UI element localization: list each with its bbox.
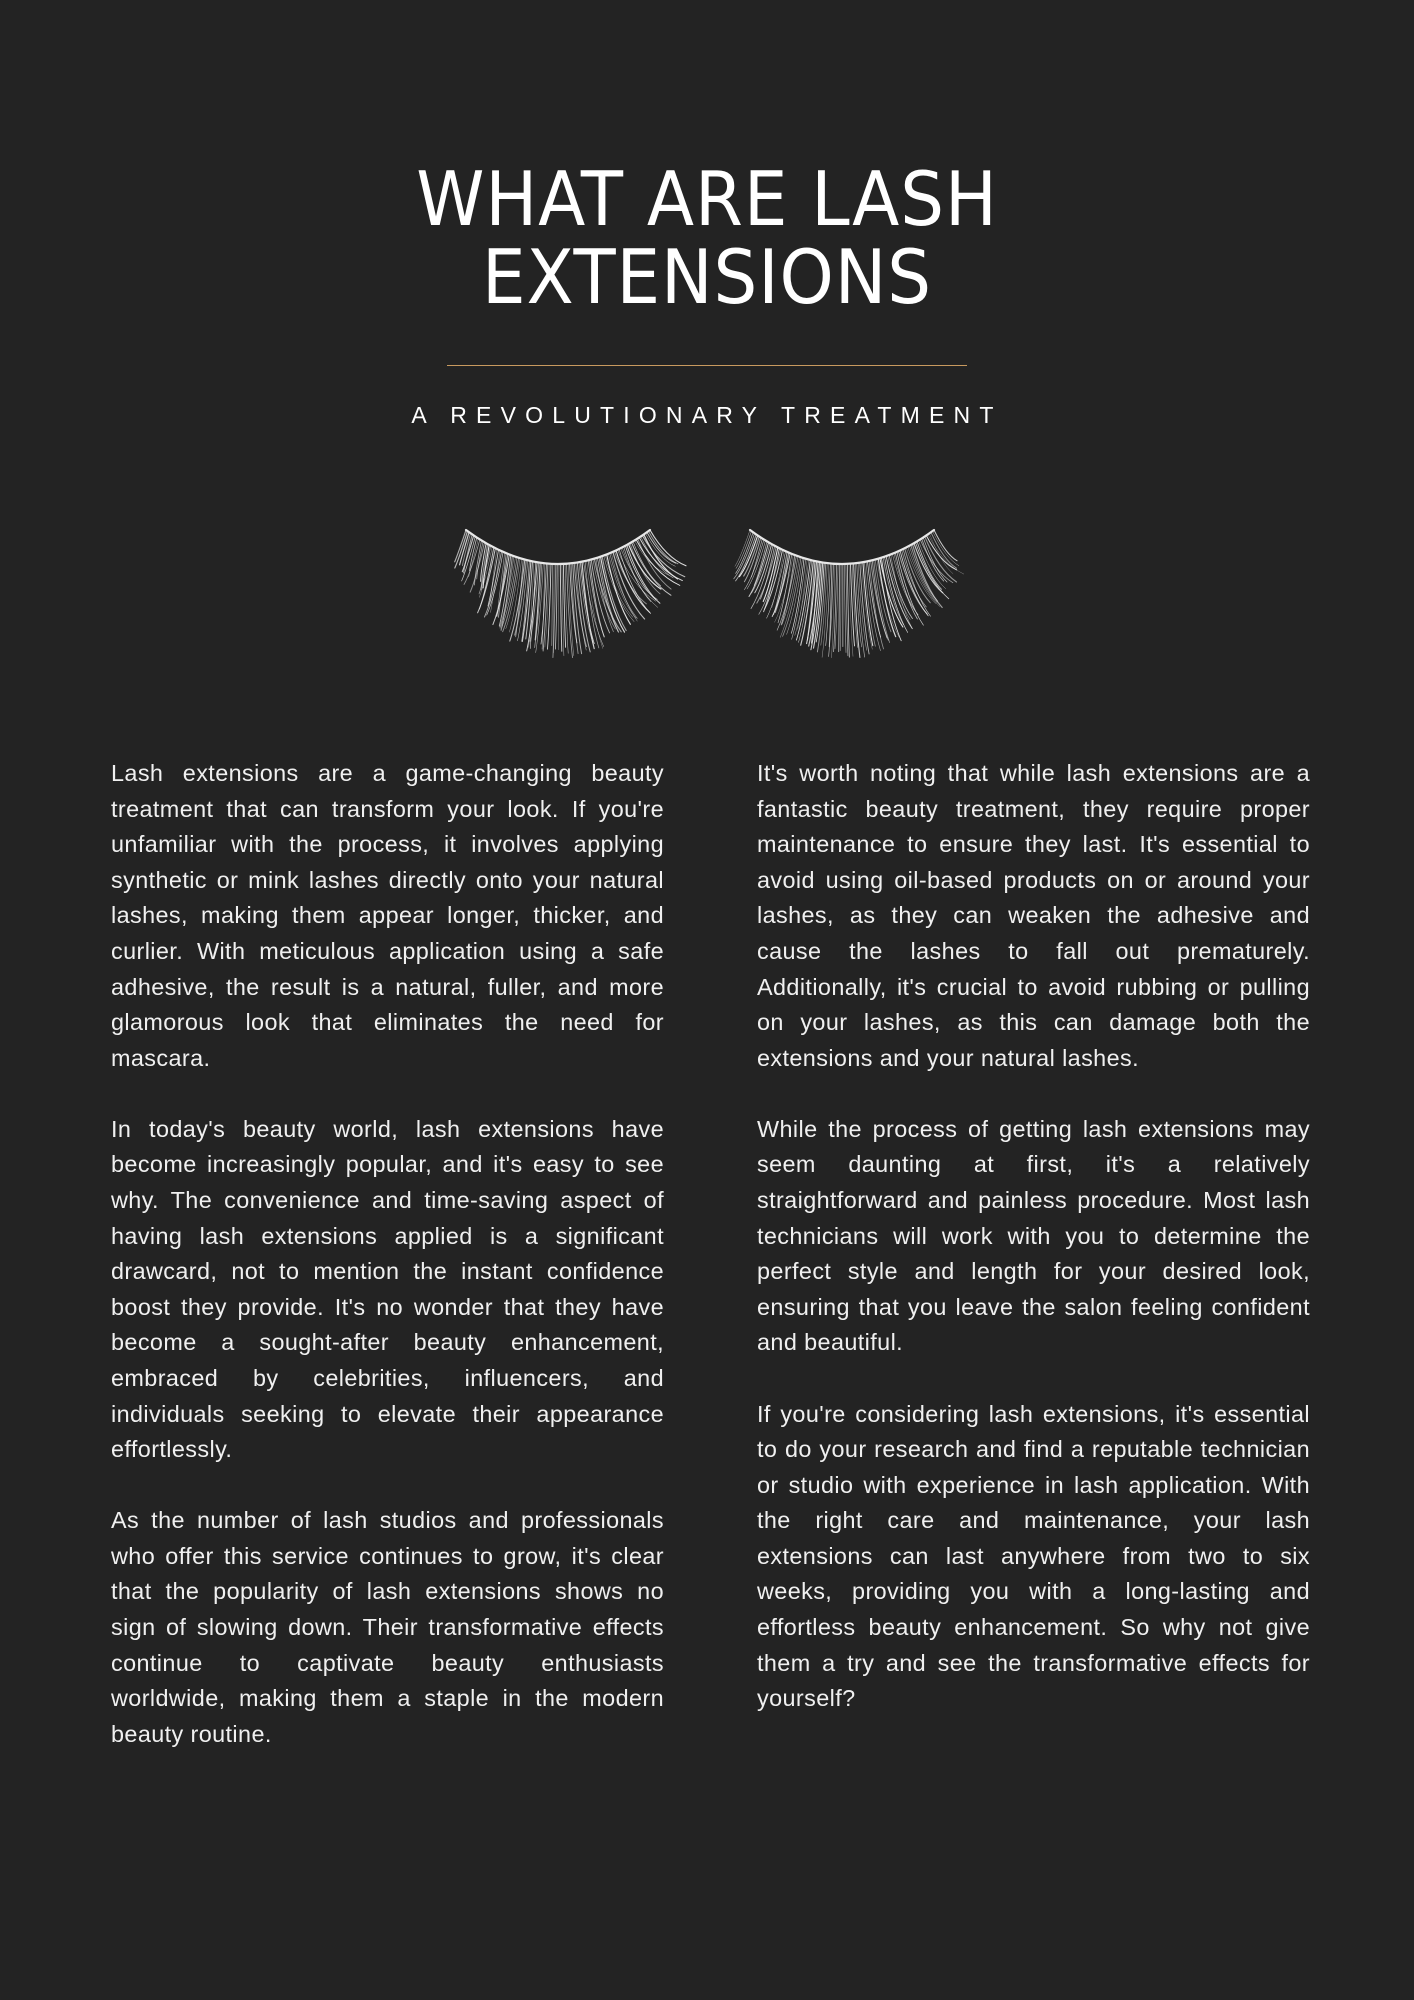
left-eyelash-icon bbox=[455, 530, 686, 658]
left-paragraph-2: In today's beauty world, lash extensions have become increasingly popular, and it's easy to see why. The convenience and time-saving aspect of having lash extensions applied is a significant drawcard, not to mention the instant confidence boost they provide. It's no wonder that they have become a sought-after beauty enhancement, embraced by celebrities, influencers, and individuals seeking to elevate their appearance effortlessly. bbox=[111, 1115, 664, 1463]
left-text-column bbox=[111, 756, 664, 1788]
right-text-column bbox=[757, 756, 1310, 1752]
page-subtitle: A REVOLUTIONARY TREATMENT bbox=[411, 402, 1003, 428]
page-title-line-1: WHAT ARE LASH bbox=[416, 155, 998, 243]
page-title bbox=[307, 155, 1107, 321]
left-paragraph-1: Lash extensions are a game-changing beauty treatment that can transform your look. If you're unfamiliar with the process, it involves applying synthetic or mink lashes directly onto your natural lashes, making them appear longer, thicker, and curlier. With meticulous application using a safe adhesive, the result is a natural, fuller, and more glamorous look that eliminates the need for mascara. bbox=[111, 760, 664, 1071]
right-paragraph-2: While the process of getting lash extensions may seem daunting at first, it's a relatively straightforward and painless procedure. Most lash technicians will work with you to determine the perfect style and length for your desired look, ensuring that you leave the salon feeling confident and beautiful. bbox=[757, 1115, 1310, 1356]
eyelashes-icon bbox=[440, 520, 980, 670]
left-paragraph-3: As the number of lash studios and professionals who offer this service continues to grow, it's clear that the popularity of lash extensions shows no sign of slowing down. Their transformative effects continue to captivate beauty enthusiasts worldwide, making them a staple in the modern beauty routine. bbox=[111, 1507, 664, 1747]
right-eyelash-icon bbox=[734, 530, 964, 658]
right-paragraph-3: If you're considering lash extensions, it's essential to do your research and find a reputable technician or studio with experience in lash application. With the right care and maintenance, your lash extensions can last anywhere from two to six weeks, providing you with a long-lasting and effortless beauty enhancement. So why not give them a try and see the transformative effects for yourself? bbox=[757, 1400, 1310, 1712]
page-title-line-2: EXTENSIONS bbox=[481, 233, 933, 321]
right-paragraph-1: It's worth noting that while lash extensions are a fantastic beauty treatment, they require proper maintenance to ensure they last. It's essential to avoid using oil-based products on or around your lashes, as they can weaken the adhesive and cause the lashes to fall out prematurely. Additionally, it's crucial to avoid rubbing or pulling on your lashes, as this can damage both the extensions and your natural lashes. bbox=[757, 760, 1310, 1071]
title-divider bbox=[447, 365, 967, 366]
